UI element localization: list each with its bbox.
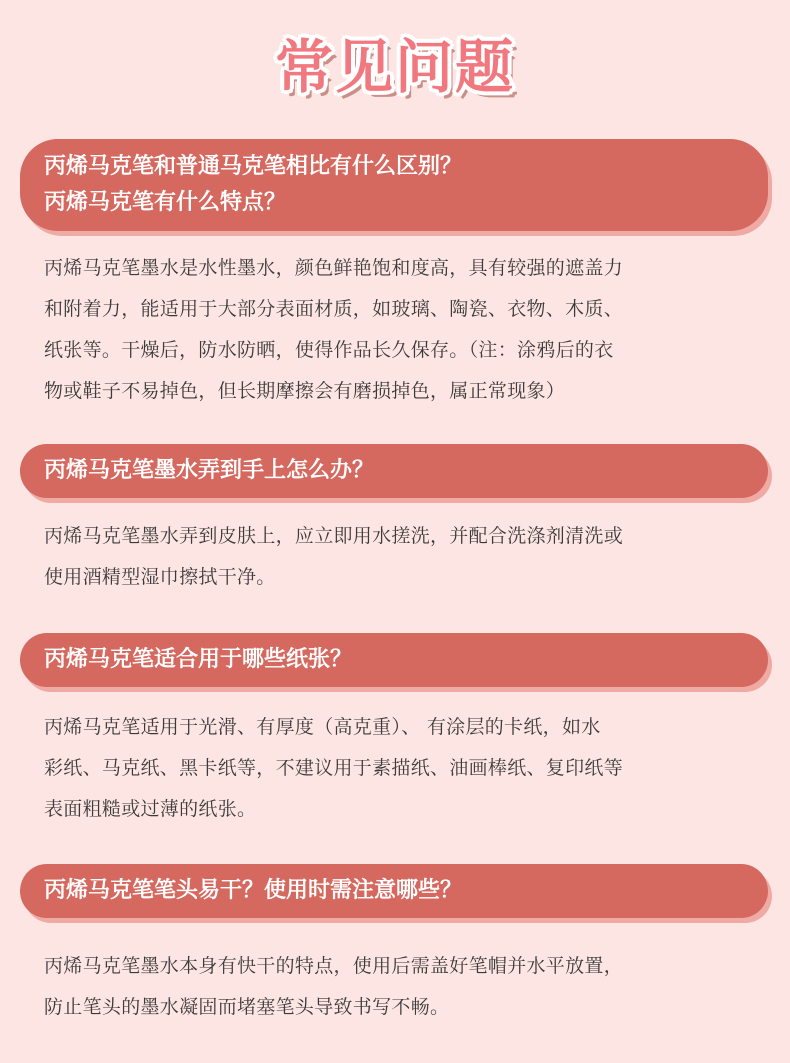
faq-answer-4-line-2: 防止笔头的墨水凝固而堵塞笔头导致书写不畅。 xyxy=(44,996,450,1018)
faq-answer-3-line-2: 彩纸、马克纸、黑卡纸等，不建议用于素描纸、油画棒纸、复印纸等 xyxy=(44,757,624,779)
faq-question-2 xyxy=(20,444,768,498)
faq-answer-1 xyxy=(44,248,760,412)
faq-question-3-line-1: 丙烯马克笔适合用于哪些纸张？ xyxy=(44,647,353,672)
faq-answer-3-line-3: 表面粗糙或过薄的纸张。 xyxy=(44,798,257,820)
faq-answer-1-line-4: 物或鞋子不易掉色，但长期摩擦会有磨损掉色，属正常现象） xyxy=(44,380,566,402)
faq-question-4 xyxy=(20,864,768,918)
page-title: 常见问题 xyxy=(274,33,515,101)
faq-question-4-line-1: 丙烯马克笔笔头易干？使用时需注意哪些？ xyxy=(44,878,463,903)
faq-answer-3-line-1: 丙烯马克笔适用于光滑、有厚度（高克重）、 有涂层的卡纸，如水 xyxy=(44,716,601,738)
faq-answer-4-line-1: 丙烯马克笔墨水本身有快干的特点，使用后需盖好笔帽并水平放置， xyxy=(44,955,624,977)
faq-answer-4 xyxy=(44,946,760,1028)
faq-answer-2 xyxy=(44,516,760,598)
faq-answer-3 xyxy=(44,707,760,830)
faq-question-1-line-1: 丙烯马克笔和普通马克笔相比有什么区别？ xyxy=(44,154,463,179)
faq-question-1-line-2: 丙烯马克笔有什么特点？ xyxy=(44,190,287,215)
faq-answer-2-line-2: 使用酒精型湿巾擦拭干净。 xyxy=(44,566,276,588)
faq-question-1 xyxy=(20,139,768,231)
faq-question-3 xyxy=(20,633,768,687)
faq-answer-1-line-1: 丙烯马克笔墨水是水性墨水，颜色鲜艳饱和度高，具有较强的遮盖力 xyxy=(44,257,624,279)
faq-answer-1-line-3: 纸张等。干燥后，防水防晒，使得作品长久保存。（注：涂鸦后的衣 xyxy=(44,339,614,361)
faq-answer-1-line-2: 和附着力，能适用于大部分表面材质，如玻璃、陶瓷、衣物、木质、 xyxy=(44,298,624,320)
faq-question-2-line-1: 丙烯马克笔墨水弄到手上怎么办？ xyxy=(44,458,375,483)
faq-answer-2-line-1: 丙烯马克笔墨水弄到皮肤上，应立即用水搓洗，并配合洗涤剂清洗或 xyxy=(44,525,624,547)
